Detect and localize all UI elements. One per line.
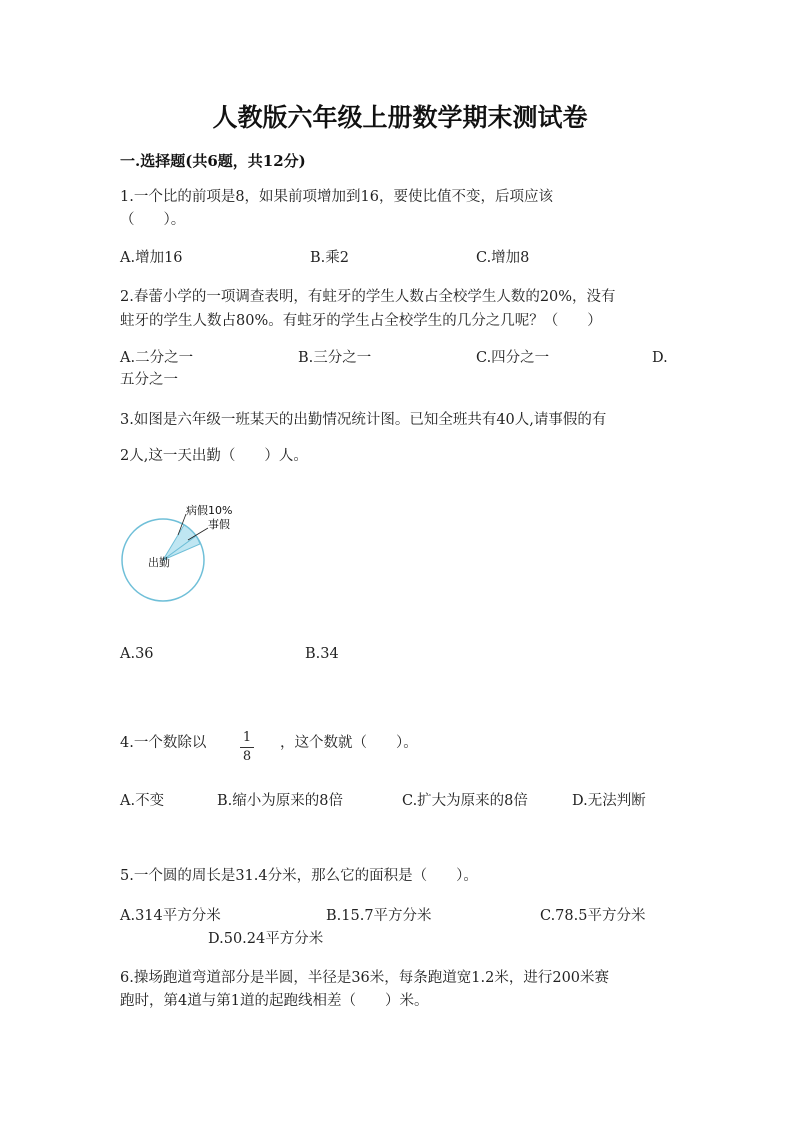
question-2-option-d-text: 五分之一 bbox=[120, 372, 178, 388]
question-5-option-a: A.314平方分米 bbox=[120, 908, 221, 924]
question-2-option-d: D. bbox=[652, 350, 668, 366]
fraction-denominator: 8 bbox=[242, 749, 252, 764]
question-3-option-b: B.34 bbox=[305, 646, 339, 662]
page-title: 人教版六年级上册数学期末测试卷 bbox=[212, 103, 588, 132]
question-5-option-c: C.78.5平方分米 bbox=[540, 908, 646, 924]
question-2-option-c: C.四分之一 bbox=[476, 350, 550, 366]
fraction-bar bbox=[240, 747, 254, 748]
question-3-option-a: A.36 bbox=[120, 646, 154, 662]
question-3-line-1: 3.如图是六年级一班某天的出勤情况统计图。已知全班共有40人,请事假的有 bbox=[120, 412, 607, 428]
question-6-line-2: 跑时，第4道与第1道的起跑线相差（ ）米。 bbox=[120, 993, 429, 1009]
question-1-option-c: C.增加8 bbox=[476, 250, 530, 266]
question-2-option-b: B.三分之一 bbox=[298, 350, 372, 366]
question-1-line-2: （ ）。 bbox=[120, 212, 186, 228]
question-6-line-1: 6.操场跑道弯道部分是半圆，半径是36米，每条跑道宽1.2米，进行200米赛 bbox=[120, 970, 610, 986]
question-4-option-a: A.不变 bbox=[120, 793, 165, 809]
question-1-option-a: A.增加16 bbox=[120, 250, 183, 266]
question-2-line-1: 2.春蕾小学的一项调查表明，有蛀牙的学生人数占全校学生人数的20%，没有 bbox=[120, 289, 616, 305]
fraction-numerator: 1 bbox=[242, 730, 252, 745]
personal-leave-label: 事假 bbox=[208, 518, 230, 531]
question-4-option-c: C.扩大为原来的8倍 bbox=[402, 793, 528, 809]
attendance-pie-chart bbox=[118, 500, 248, 610]
fraction-one-eighth bbox=[240, 730, 254, 765]
sick-leave-label: 病假10% bbox=[186, 504, 233, 517]
question-2-option-a: A.二分之一 bbox=[120, 350, 194, 366]
question-5-line-1: 5.一个圆的周长是31.4分米，那么它的面积是（ ）。 bbox=[120, 868, 478, 884]
question-4-prefix: 4.一个数除以 bbox=[120, 735, 207, 751]
question-4-suffix: ，这个数就（ ）。 bbox=[280, 735, 418, 751]
question-5-option-b: B.15.7平方分米 bbox=[326, 908, 432, 924]
section-heading: 一.选择题(共6题，共12分) bbox=[120, 152, 306, 170]
attendance-label: 出勤 bbox=[148, 556, 170, 569]
question-1-line-1: 1.一个比的前项是8，如果前项增加到16，要使比值不变，后项应该 bbox=[120, 189, 554, 205]
question-1-option-b: B.乘2 bbox=[310, 250, 349, 266]
question-3-line-2: 2人,这一天出勤（ ）人。 bbox=[120, 448, 308, 464]
question-5-option-d: D.50.24平方分米 bbox=[208, 931, 324, 947]
question-4-option-b: B.缩小为原来的8倍 bbox=[217, 793, 343, 809]
question-2-line-2: 蛀牙的学生人数占80%。有蛀牙的学生占全校学生的几分之几呢？（ ） bbox=[120, 313, 602, 329]
question-4-option-d: D.无法判断 bbox=[572, 793, 646, 809]
